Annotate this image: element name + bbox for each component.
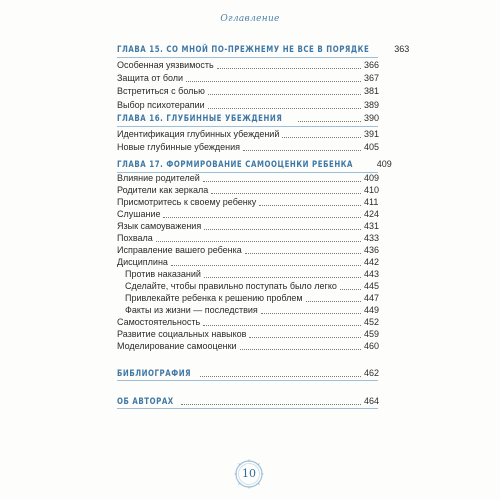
dot-leader (306, 301, 361, 302)
toc-entry-title: Факты из жизни — последствия (125, 305, 258, 315)
toc-entry-title: Идентификация глубинных убеждений (117, 129, 280, 139)
toc-entry-page: 443 (364, 269, 380, 279)
dot-leader (203, 325, 361, 326)
toc-entry-title: ОБ АВТОРАХ (117, 396, 174, 406)
toc-entry-page: 447 (364, 293, 380, 303)
toc-entry-title: Слушание (117, 209, 161, 219)
toc-entry-page: 436 (364, 245, 380, 255)
dot-leader (240, 349, 361, 350)
toc-entry-page: 411 (364, 197, 379, 207)
toc-entry-page: 409 (376, 159, 392, 169)
toc-entry-page: 459 (364, 329, 380, 339)
toc-chapter-heading (117, 111, 378, 124)
toc-entry-page: 449 (364, 305, 380, 315)
toc-entry-title: Язык самоуважения (117, 221, 202, 231)
dot-leader (204, 277, 361, 278)
heading-underline (117, 408, 378, 409)
toc-entry (117, 58, 378, 71)
toc-entry-title: Встретиться с болью (117, 86, 205, 96)
dot-leader (259, 205, 361, 206)
dot-leader (204, 229, 361, 230)
dot-leader (340, 289, 361, 290)
toc-entry-title: Сделайте, чтобы правильно поступать было легко (125, 281, 337, 291)
dot-leader (243, 150, 361, 151)
toc-entry-page: 390 (364, 113, 380, 123)
toc-entry-page: 431 (364, 221, 380, 231)
toc-entry-title: Исправление вашего ребенка (117, 245, 242, 255)
dot-leader (211, 193, 361, 194)
dot-leader (298, 121, 361, 122)
toc-entry-title: Особенная уязвимость (117, 60, 214, 70)
dot-leader (282, 137, 361, 138)
toc-entry-page: 462 (364, 368, 380, 378)
toc-entry-page: 424 (364, 209, 380, 219)
toc-entry-page: 409 (364, 173, 380, 183)
toc-chapter-heading (117, 367, 378, 407)
toc-entry-page: 363 (394, 44, 410, 54)
toc-entry-title: Развитие социальных навыков (117, 329, 247, 339)
toc-entry-page: 442 (364, 257, 380, 267)
toc-entry-title: Дисциплина (117, 257, 168, 267)
toc-entry-page: 389 (364, 100, 380, 110)
toc-entry-page: 366 (364, 60, 380, 70)
dot-leader (203, 181, 361, 182)
toc-entry-page: 433 (364, 233, 380, 243)
toc-entry-page: 445 (364, 281, 380, 291)
dot-leader (163, 217, 361, 218)
toc-chapter-heading (117, 157, 392, 170)
toc-entry (117, 84, 378, 97)
page-number: 10 (242, 467, 256, 480)
toc-entry-page: 367 (364, 73, 380, 83)
dot-leader (249, 337, 361, 338)
dot-leader (186, 81, 361, 82)
dot-leader (245, 253, 361, 254)
toc-entry-title: Влияние родителей (117, 173, 200, 183)
dot-leader (261, 313, 361, 314)
toc-entry-title: Присмотритесь к своему ребенку (117, 197, 257, 207)
toc-entry (117, 98, 378, 111)
toc-chapter-heading (117, 42, 410, 55)
running-head: Оглавление (220, 14, 280, 24)
toc-entry-page: 410 (364, 185, 380, 195)
toc-entry-title: Защита от боли (117, 73, 184, 83)
toc-entry-title: Выбор психотерапии (117, 100, 205, 110)
toc-entry-title: Новые глубинные убеждения (117, 142, 241, 152)
toc-entry-title: ГЛАВА 16. ГЛУБИННЫЕ УБЕЖДЕНИЯ (117, 113, 283, 123)
toc-entry-page: 460 (364, 341, 380, 351)
toc-entry-page: 452 (364, 317, 380, 327)
dot-leader (156, 241, 361, 242)
dot-leader (181, 404, 361, 405)
toc-entry-page: 381 (364, 86, 380, 96)
dot-leader (171, 265, 361, 266)
toc-entry-page: 405 (364, 142, 380, 152)
toc-entry-title: Привлекайте ребенка к решению проблем (125, 293, 303, 303)
toc-entry-title: Похвала (117, 233, 153, 243)
page-number-medallion (233, 458, 265, 490)
toc-entry-title: Самостоятельность (117, 317, 201, 327)
toc-entry (117, 140, 378, 153)
toc-entry-title: БИБЛИОГРАФИЯ (117, 368, 192, 378)
toc-entry-title: Против наказаний (125, 269, 201, 279)
toc-entry-title: ГЛАВА 17. ФОРМИРОВАНИЕ САМООЦЕНКИ РЕБЕНКА (117, 159, 354, 169)
toc-entry-page: 391 (364, 129, 380, 139)
toc-entry (117, 127, 378, 140)
toc-entry-page: 464 (364, 396, 380, 406)
dot-leader (208, 108, 361, 109)
toc-entry (117, 71, 378, 84)
toc-entry-title: ГЛАВА 15. СО МНОЙ ПО-ПРЕЖНЕМУ НЕ ВСЕ В ПОРЯДКЕ (117, 44, 370, 54)
toc-entry-title: Родители как зеркала (117, 185, 209, 195)
dot-leader (208, 94, 361, 95)
dot-leader (217, 68, 361, 69)
toc-entry-title: Моделирование самооценки (117, 341, 237, 351)
